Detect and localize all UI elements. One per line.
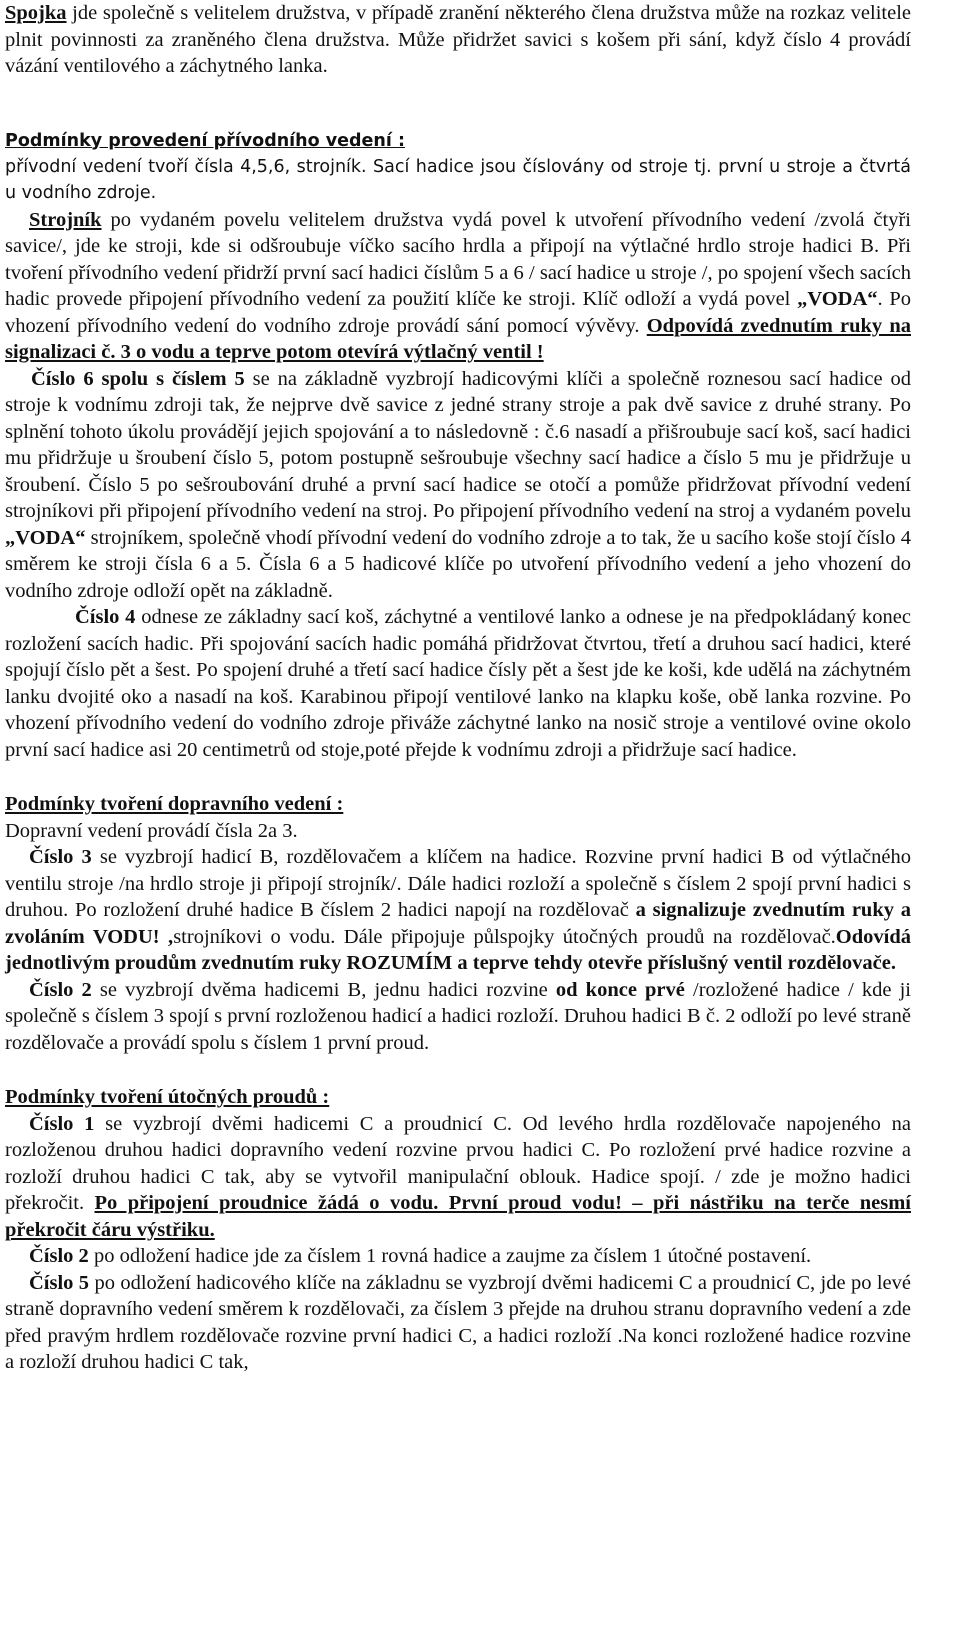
section-heading-utocne: Podmínky tvoření útočných proudů :: [5, 1086, 330, 1108]
strojnik-text3: . Po vhození přívodního vedení do vodního zdroje provádí sání pomocí vývěvy.: [5, 288, 912, 337]
spojka-label: Spojka: [5, 2, 67, 24]
utocne-cislo5-paragraph: [5, 1270, 911, 1376]
utocne-cislo1-paragraph: [5, 1111, 911, 1244]
dopravni-cislo2-text2: /rozložené hadice / kde ji společně s číslem 3 spojí s první rozloženou hadicí a hadici rozloží. Druhou hadici B č. 2 odloží po levé straně rozdělovače a provádí spolu s číslem 1 první proud.: [5, 978, 912, 1054]
dopravni-cislo3-text1: se vyzbrojí hadicí B, rozdělovačem a klíčem na hadice. Rozvine první hadici B od výtlačného ventilu stroje /na hrdlo stroje ji připojí strojník/. Dále hadici rozloží a společně s číslem 2 spojí první hadici s druhou. Po rozložení druhé hadice B číslem 2 hadici napojí na rozdělovač: [5, 846, 911, 921]
dopravni-cislo2-text1: se vyzbrojí dvěma hadicemi B, jednu hadici rozvine: [91, 978, 556, 1001]
strojnik-text2: Při tvoření přívodního vedení přidrží první sací hadici číslům 5 a 6 / sací hadice u stroje /, po spojení všech sacích hadic provede připojení přívodního vedení za použití klíče ke stroji. Klíč odloží a vydá povel: [5, 235, 911, 310]
dopravni-cislo3-signal: a signalizuje zvednutím ruky a zvoláním VODU! ,: [5, 899, 911, 948]
utocne-cislo1-text: se vyzbrojí dvěmi hadicemi C a proudnicí C. Od levého hrdla rozdělovače napojeného na rozloženou druhou hadici dopravního vedení rozvine prvou hadici C. Po rozložení prvé hadice rozvine a rozloží druhou hadici C tak, aby se vytvořil manipulační oblouk. Hadice spojí. / zde je možno hadici překročit.: [5, 1112, 911, 1214]
voda-command-1: „VODA“: [797, 288, 878, 310]
utocne-cislo5-label: Číslo 5: [29, 1271, 90, 1294]
section-heading-privodni: Podmínky provedení přívodního vedení :: [5, 130, 405, 151]
utocne-cislo1-label: Číslo 1: [29, 1112, 95, 1135]
utocne-cislo2-label: Číslo 2: [29, 1245, 89, 1267]
document-page: [5, 0, 911, 1376]
utocne-cislo2-paragraph: [5, 1243, 911, 1270]
dopravni-line1: Dopravní vedení provádí čísla 2a 3.: [5, 819, 298, 842]
strojnik-signal-text: Odpovídá zvednutím ruky na signalizaci č. 3 o vodu a teprve potom otevírá výtlačný ventil !: [5, 314, 911, 363]
strojnik-paragraph: [5, 207, 911, 366]
cislo4-paragraph: [5, 604, 911, 763]
cislo4-text: odnese ze základny sací koš, záchytné a ventilové lanko a odnese je na předpokládaný konec rozložení sacích hadic. Při spojování sacích hadic pomáhá přidržovat čtvrtou, třetí a druhou sací hadici, které spojují číslo pět a šest. Po spojení druhé a třetí sací hadice čísly pět a šest jde ke koši, kde udělá na záchytném lanku dvojité oko a nasadí na koš. Karabinou připojí ventilové lanko na klapku koše, obě lanka rozvine. Po vhození přívodního vedení do vodního zdroje přiváže záchytné lanko na nosič stroje a ventilové ovine okolo první sací hadice asi 20 centimetrů od stoje,poté přejde k vodnímu zdroji a přidržuje sací hadice.: [5, 606, 911, 761]
dopravni-cislo3-paragraph: [5, 844, 911, 977]
dopravni-cislo3-text2: strojníkovi o vodu. Dále připojuje půlspojky útočných proudů na rozdělovač.: [173, 925, 836, 948]
utocne-cislo2-text: po odložení hadice jde za číslem 1 rovná hadice a zaujme za číslem 1 útočné postavení.: [88, 1245, 812, 1267]
dopravni-cislo3-bold2: Odovídá jednotlivým proudům zvednutím ruky ROZUMÍM a teprve tehdy otevře příslušný ventil rozdělovače.: [5, 925, 911, 974]
strojnik-label: Strojník: [29, 208, 102, 231]
utocne-cislo1-bold: Po připojení proudnice žádá o vodu. První proud vodu! – při nástřiku na terče nesmí překročit čáru výstřiku.: [5, 1192, 911, 1241]
intro-paragraph: [5, 0, 911, 80]
dopravni-cislo3-label: Číslo 3: [29, 846, 92, 868]
utocne-cislo5-text: po odložení hadicového klíče na základnu se vyzbrojí dvěmi hadicemi C a proudnicí C, jde po levé straně dopravního vedení směrem k rozdělovači, za číslem 3 přejde na druhou stranu dopravního vedení a zde před pravým hrdlem rozdělovače rozvine první hadici C, a hadici rozloží .Na konci rozložené hadice rozvine a rozloží druhou hadici C tak,: [5, 1271, 911, 1373]
cislo6-text2: strojníkem, společně vhodí přívodní vedení do vodního zdroje a to tak, že u sacího koše stojí číslo 4 směrem ke stroji čísla 6 a 5. Čísla 6 a 5 hadicové klíče po utvoření přívodního vedení a jeho vhození do vodního zdroje odloží opět na základně.: [5, 526, 911, 602]
privodni-line1: přívodní vedení tvoří čísla 4,5,6, strojník. Sací hadice jsou číslovány od stroje tj. první u stroje a čtvrtá u vodního zdroje.: [5, 156, 911, 203]
voda-command-2: „VODA“: [5, 526, 86, 549]
cislo4-label: Číslo 4: [75, 606, 136, 628]
cislo6-text1: se na základně vyzbrojí hadicovými klíči a společně roznesou sací hadice od stroje k vodnímu zdroji tak, že nejprve dvě savice z jedné strany stroje a pak dvě savice z druhé strany. Po splnění tohoto úkolu provádějí jejich spojování a to následovně : č.6 nasadí a přišroubuje sací koš, sací hadici mu přidržuje u šroubení číslo 5, potom postupně sešroubuje všechny sací hadice a číslo 5 mu je přidržuje u šroubení. Číslo 5 po sešroubování druhé a první sací hadice se otočí a pomůže přidržovat přívodní vedení strojníkovi při připojení přívodního vedení na stroj. Po připojení přívodního vedení na stroj a vydaném povelu: [5, 367, 911, 522]
dopravni-cislo2-label: Číslo 2: [29, 978, 92, 1001]
cislo6-label: Číslo 6 spolu s číslem 5: [31, 367, 245, 390]
strojnik-text1: po vydaném povelu velitelem družstva vydá povel k utvoření přívodního vedení /zvolá čtyři savice/, jde ke stroji, kde si odšroubuje víčko sacího hrdla a připojí na výtlačné hrdlo stroje hadici B.: [5, 208, 911, 257]
dopravni-cislo2-bold: od konce prvé: [555, 978, 685, 1001]
section-heading-dopravni: Podmínky tvoření dopravního vedení :: [5, 793, 344, 815]
cislo6-paragraph: [5, 366, 911, 605]
dopravni-cislo2-paragraph: [5, 977, 911, 1057]
intro-text: jde společně s velitelem družstva, v případě zranění některého člena družstva může na rozkaz velitele plnit povinnosti za zraněného člena družstva. Může přidržet savici s košem při sání, když číslo 4 provádí vázání ventilového a záchytného lanka.: [5, 2, 911, 77]
